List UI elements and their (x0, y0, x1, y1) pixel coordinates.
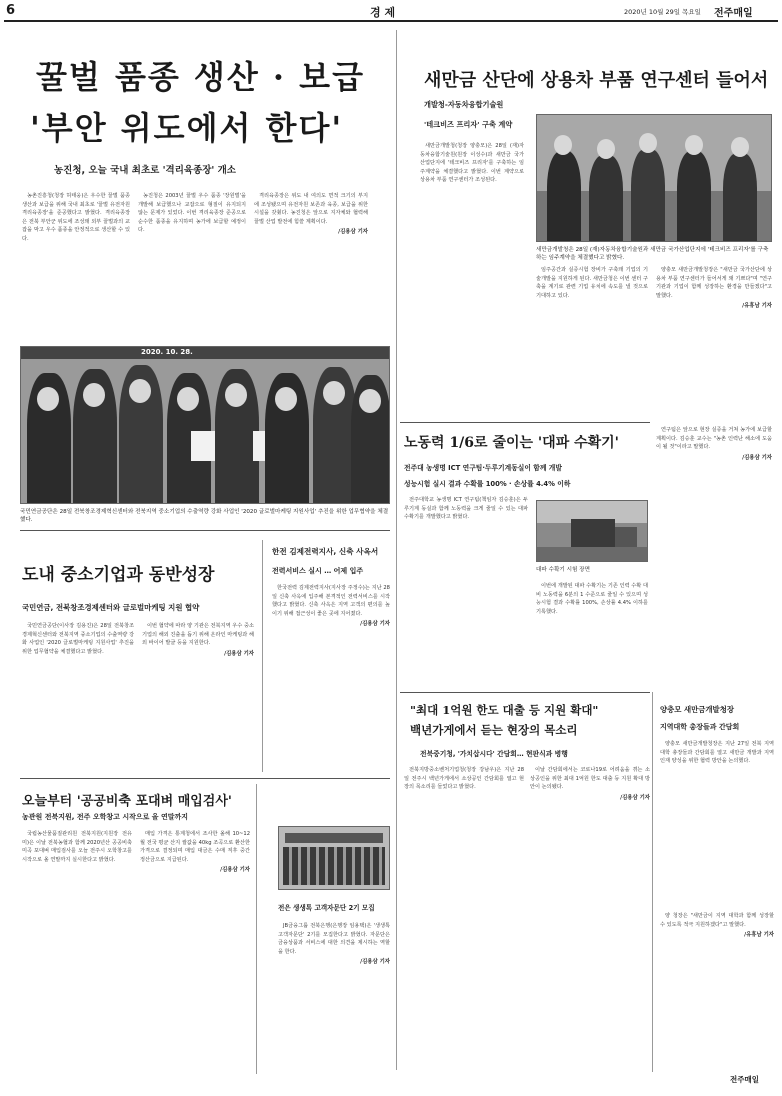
subhead-saemangeum-2: '테크비즈 프리자' 구축 계약 (424, 120, 513, 129)
smallbiz-byline: /김용삼 기자 (620, 794, 650, 801)
divider-university (652, 692, 653, 1072)
harvester-byline: /김용삼 기자 (742, 454, 772, 461)
rule-above-pension (20, 530, 390, 531)
headline-rice: 오늘부터 '공공비축 포대벼 매입검사' (22, 794, 232, 809)
headline-pension: 도내 중소기업과 동반성장 (22, 565, 215, 585)
jbbank-photo-caption: 전은 생생톡 고객자문단 2기 모집 (278, 904, 375, 912)
jbbank-byline: /김용삼 기자 (360, 959, 390, 966)
pension-photo (20, 346, 390, 504)
masthead-name: 전주매일 (714, 8, 753, 19)
footer-paper-name: 전주매일 (730, 1075, 759, 1084)
subhead-smallbiz: 전북중기청, '가치삽시다' 간담회… 현판식과 병행 (420, 750, 568, 758)
harvester-photo-caption: 대파 수확기 시험 장면 (536, 567, 590, 573)
rule-above-smallbiz (400, 692, 650, 693)
jbbank-col-1: JB금융그룹 전북은행(은행장 임용택)은 '생생톡 고객자문단' 2기를 모집한다고 밝혔다. 자문단은 금융상품과 서비스에 대한 의견을 제시하는 역할을 한다. /김용삼 기자 (278, 923, 390, 966)
pension-byline: /김용삼 기자 (224, 650, 254, 657)
saemangeum-byline: /유휴남 기자 (742, 303, 772, 310)
subhead-bee: 농진청, 오늘 국내 최초로 '격리육종장' 개소 (54, 165, 236, 176)
rice-byline: /김용삼 기자 (220, 867, 250, 874)
bee-byline: /김용삼 기자 (338, 229, 368, 236)
headline-saemangeum: 새만금 산단에 상용차 부품 연구센터 들어서 (424, 70, 769, 91)
saemangeum-photo-caption: 새만금개발청은 28일 (재)자동차융합기술원과 새만금 국가산업단지에 '테크비즈 프리자'를 구축하는 임주계약을 체결했다고 밝혔다. (536, 247, 769, 261)
rice-col-2: 매입 가격은 통계청에서 조사한 올해 10~12월 전국 평균 산지 쌀값을 40kg 조곡으로 환산한 가격으로 결정되며 매입 대금은 수매 직후 중간정산금으로 지급된다. /김용삼 기자 (140, 831, 250, 874)
harvester-col-2: 이번에 개발된 대파 수확기는 기존 인력 수확 대비 노동력을 6분의 1 수준으로 줄일 수 있으며 성능시험 결과 수확률 100%, 손상률 4.4% 이하를 기록했다. (536, 583, 648, 615)
column-divider (396, 30, 397, 1070)
saemangeum-col-2: 임주공간과 실증시험 장비가 구축돼 기업의 기술개발을 지원하게 된다. 새만금청은 이번 센터 구축을 계기로 관련 기업 유치에 속도를 낼 것으로 기대하고 있다. (536, 267, 648, 299)
pension-col-2: 이번 협약에 따라 양 기관은 전북지역 우수 중소기업의 해외 진출을 돕기 위해 온라인 마케팅과 해외 바이어 발굴 등을 지원한다. /김용삼 기자 (142, 623, 254, 657)
divider-kepco (262, 540, 263, 772)
rice-col-1: 국립농산물품질관리원 전북지원(지원장 전유미)은 이날 전북농협과 함께 2020년산 공공비축미곡 포대벼 매입검사를 오늘 전주시 오학창고를 시작으로 올 연말까지 실시한다고 밝혔다. (22, 831, 132, 863)
pension-photo-caption: 국민연금공단은 28일 전북창조경제혁신센터와 전북지역 중소기업의 수출역량 강화 사업인 '2020 글로벌마케팅 지원사업' 추진을 위한 업무협약을 체결했다. (20, 509, 389, 523)
kepco-col-1: 한국전력 김제전력지사(지사장 주정수)는 지난 28일 신축 사옥에 입주해 본격적인 전력서비스를 시작했다고 밝혔다. 신축 사옥은 지역 고객의 편의를 높이기 위해 접근성이 좋은 곳에 지어졌다. /김용삼 기자 (272, 585, 390, 628)
saemangeum-col-3: 양충모 새만금개발청장은 "새만금 국가산단에 상용차 부품 연구센터가 들어서게 돼 기쁘다"며 "연구기관과 기업이 함께 성장하는 환경을 만들겠다"고 말했다. /유휴남 기자 (656, 267, 772, 310)
saemangeum-photo (536, 114, 772, 242)
divider-jbbank (256, 784, 257, 1074)
jbbank-photo (278, 826, 390, 890)
harvester-col-1: 전주대학교 농생명 ICT 연구팀(책임자 김승훈)은 두루기계 동실과 함께 노동력을 크게 줄일 수 있는 대파 수확기를 개발했다고 밝혔다. (404, 497, 528, 521)
rule-mid-left (20, 778, 390, 779)
smallbiz-col-1: 전북지방중소벤처기업청(청장 강남우)은 지난 28일 전주시 백년가게에서 소상공인 간담회를 열고 현장의 목소리를 들었다고 밝혔다. (404, 767, 524, 791)
smallbiz-col-2: 이날 간담회에서는 코로나19로 어려움을 겪는 소상공인을 위한 최대 1억원 한도 대출 등 지원 확대 방안이 논의됐다. /김용삼 기자 (530, 767, 650, 801)
bee-col-3: 격리육종장은 위도 내 여의도 면적 크기의 부지에 조성됐으며 유전자원 보존과 육종, 보급을 위한 시설을 갖췄다. 농진청은 앞으로 지자체와 협력해 꿀벌 산업 발전에 힘쓸 계획이다. /김용삼 기자 (254, 193, 368, 236)
harvester-photo (536, 500, 648, 562)
subhead-harvester-2: 성능시험 실시 결과 수확률 100% · 손상률 4.4% 이하 (404, 480, 571, 488)
university-byline: /유휴남 기자 (744, 932, 774, 939)
headline-bee-line2: '부안 위도에서 한다' (30, 109, 344, 147)
issue-date: 2020년 10월 29일 목요일 (624, 8, 701, 16)
bee-col-2: 농진청은 2003년 꿀벌 우수 품종 '장원벌'을 개발해 보급했으나 교잡으로 형질이 유지되지 않는 문제가 있었다. 이번 격리육종장 준공으로 순수한 품종을 유지하며 농가에 보급할 예정이다. (138, 193, 246, 234)
page-number: 6 (6, 3, 16, 18)
kepco-byline: /김용삼 기자 (360, 621, 390, 628)
subhead-saemangeum-1: 개발청-자동차융합기술원 (424, 100, 504, 109)
bee-col-1: 농촌진흥청(청장 허태웅)은 우수한 꿀벌 품종 생산과 보급을 위해 국내 최초로 '꿀벌 유전자원 격리육종장'을 준공했다고 밝혔다. 격리육종장은 전북 부안군 위도에 조성돼 외부 꿀벌과의 교잡을 막고 우수 품종을 안정적으로 생산할 수 있다. (22, 193, 130, 242)
subhead-university: 지역대학 총장들과 간담회 (660, 723, 740, 731)
photo-banner-date: 2020. 10. 28. (141, 348, 193, 356)
subhead-harvester-1: 전주대 농생명 ICT 연구팀·두루기계동실이 함께 개발 (404, 464, 562, 472)
subhead-pension: 국민연금, 전북창조경제센터와 글로벌마케팅 지원 협약 (22, 603, 200, 612)
university-col-1: 양충모 새만금개발청장은 지난 27일 전북 지역대학 총장들과 간담회를 열고 새만금 개발과 지역 인재 양성을 위한 협력 방안을 논의했다. (660, 741, 774, 765)
harvester-col-3: 연구팀은 앞으로 현장 실증을 거쳐 농가에 보급할 계획이다. 김승훈 교수는 "농촌 인력난 해소에 도움이 될 것"이라고 말했다. /김용삼 기자 (656, 427, 772, 461)
headline-kepco: 한전 김제전력지사, 신축 사옥서 (272, 547, 379, 556)
header-rule (4, 20, 778, 22)
university-col-2: 양 청장은 "새만금이 지역 대학과 함께 성장할 수 있도록 적극 지원하겠다"고 말했다. /유휴남 기자 (660, 913, 774, 939)
headline-bee-line1: 꿀벌 품종 생산 · 보급 (36, 58, 365, 96)
headline-harvester: 노동력 1/6로 줄이는 '대파 수확기' (404, 435, 619, 451)
headline-smallbiz-line2: 백년가게에서 듣는 현장의 목소리 (410, 723, 578, 737)
pension-col-1: 국민연금공단(이사장 김용진)은 28일 전북창조경제혁신센터와 전북지역 중소기업의 수출역량 강화 사업인 '2020 글로벌마케팅 지원사업' 추진을 위한 업무협약을 체결했다고 밝혔다. (22, 623, 134, 655)
subhead-rice: 농관원 전북지원, 전주 오학창고 시작으로 올 연말까지 (22, 813, 189, 821)
section-title: 경 제 (370, 6, 396, 19)
headline-smallbiz-line1: "최대 1억원 한도 대출 등 지원 확대" (410, 703, 599, 717)
headline-university: 양충모 새만금개발청장 (660, 705, 734, 714)
rule-above-harvester (400, 422, 650, 423)
subhead-kepco: 전력서비스 실시 … 어제 입주 (272, 567, 364, 575)
saemangeum-col-1: 새만금개발청(청장 양충모)은 28일 (재)자동차융합기술원(원장 이성수)과 새만금 국가산업단지에 '테크비즈 프리자'를 구축하는 임주계약을 체결했다고 밝혔다. 이번 계약으로 상용차 부품 연구센터가 조성된다. (420, 143, 524, 184)
